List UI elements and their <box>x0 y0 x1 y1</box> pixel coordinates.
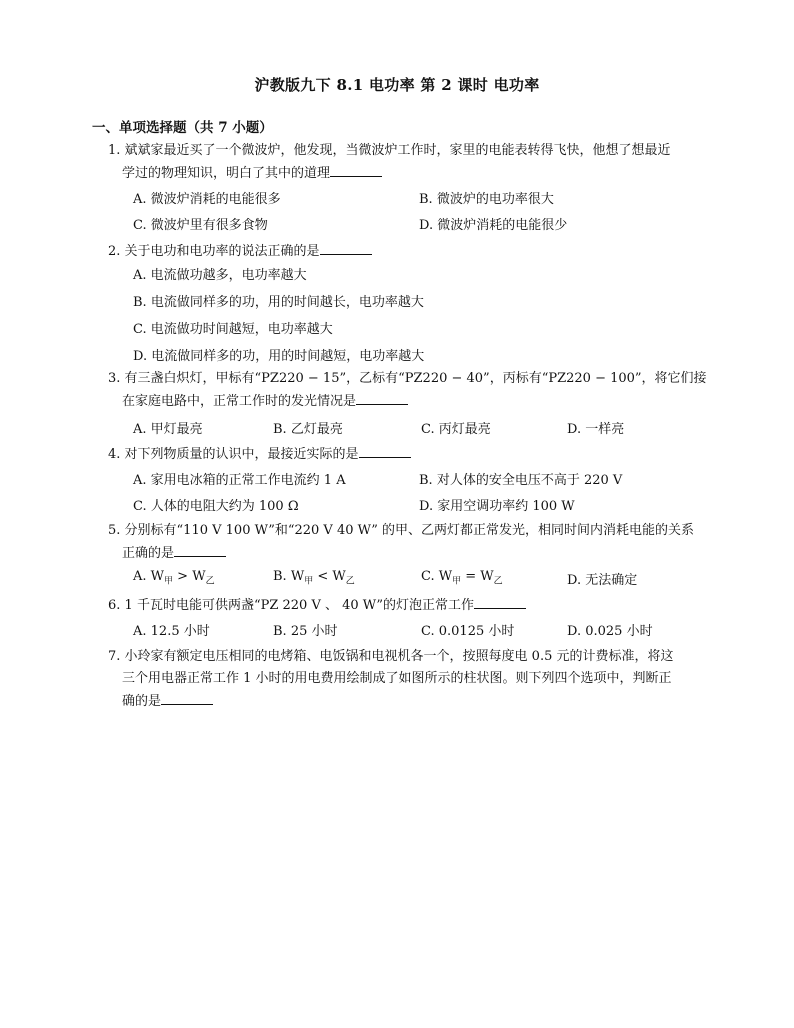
question-3-stem-line-1: 3. 有三盏白炽灯，甲标有“PZ220 − 15”，乙标有“PZ220 − 40”，丙标有“PZ220 − 100”，将它们接 <box>108 371 707 386</box>
answer-blank[interactable] <box>161 690 213 705</box>
page-title: 沪教版九下 8.1 电功率 第 2 课时 电功率 <box>254 76 540 94</box>
option-b[interactable]: B. 电流做同样多的功，用的时间越长，电功率越大 <box>133 295 424 310</box>
option-b[interactable]: B. 25 小时 <box>273 624 338 639</box>
subscript: 甲 <box>304 576 314 587</box>
option-d[interactable]: D. 一样亮 <box>567 422 625 437</box>
option-d[interactable]: D. 家用空调功率约 100 W <box>419 499 575 514</box>
option-d[interactable]: D. 微波炉消耗的电能很少 <box>419 218 568 233</box>
option-a[interactable]: A. 微波炉消耗的电能很多 <box>133 192 281 207</box>
answer-blank[interactable] <box>359 443 411 458</box>
question-6 <box>108 594 708 617</box>
option-b[interactable]: B. 乙灯最亮 <box>273 422 343 437</box>
question-7-stem-line-2: 三个用电器正常工作 1 小时的用电费用绘制成了如图所示的柱状图。则下列四个选项中，判断正 <box>122 671 672 686</box>
option-c[interactable] <box>421 569 503 587</box>
question-4 <box>108 443 708 466</box>
question-1-stem-line-1: 1. 斌斌家最近买了一个微波炉，他发现，当微波炉工作时，家里的电能表转得飞快，他想了想最近 <box>108 143 671 158</box>
option-d[interactable]: D. 电流做同样多的功，用的时间越短，电功率越大 <box>133 349 425 364</box>
answer-blank[interactable] <box>320 240 372 255</box>
option-c[interactable]: C. 人体的电阻大约为 100 Ω <box>133 499 299 514</box>
question-1-stem-text: 学过的物理知识，明白了其中的道理 <box>122 166 331 181</box>
question-3 <box>108 368 708 413</box>
question-5 <box>108 520 708 565</box>
subscript: 乙 <box>345 576 355 587</box>
answer-blank[interactable] <box>174 542 226 557</box>
option-c[interactable]: C. 电流做功时间越短，电功率越大 <box>133 322 333 337</box>
question-4-stem-text: 4. 对下列物质量的认识中，最接近实际的是 <box>108 447 359 462</box>
question-3-stem-line-2 <box>108 390 708 413</box>
option-a[interactable]: A. 12.5 小时 <box>133 624 210 639</box>
question-6-stem-text: 6. 1 千瓦时电能可供两盏“PZ 220 V 、 40 W”的灯泡正常工作 <box>108 598 475 613</box>
question-1-stem-line-2 <box>108 162 708 185</box>
subscript: 乙 <box>493 576 503 587</box>
option-c-text: C. W <box>421 569 453 584</box>
option-a-text: A. W <box>133 569 165 584</box>
question-5-stem-line-2 <box>108 542 708 565</box>
option-b[interactable] <box>273 569 355 587</box>
question-7-stem-text: 确的是 <box>122 694 162 709</box>
question-7 <box>108 646 708 713</box>
question-2-stem-text: 2. 关于电功和电功率的说法正确的是 <box>108 244 320 259</box>
answer-blank[interactable] <box>474 594 526 609</box>
option-b[interactable]: B. 对人体的安全电压不高于 220 V <box>419 473 623 488</box>
question-7-stem-line-1: 7. 小玲家有额定电压相同的电烤箱、电饭锅和电视机各一个，按照每度电 0.5 元的计费标准，将这 <box>108 649 674 664</box>
question-7-stem-line-3 <box>108 690 708 713</box>
option-b-text: < W <box>313 569 346 584</box>
option-a-text: > W <box>173 569 206 584</box>
subscript: 乙 <box>205 576 215 587</box>
option-c[interactable]: C. 微波炉里有很多食物 <box>133 218 268 233</box>
question-1 <box>108 140 708 185</box>
question-6-stem <box>108 594 708 617</box>
answer-blank[interactable] <box>356 390 408 405</box>
question-4-stem <box>108 443 708 466</box>
option-c-text: = W <box>461 569 494 584</box>
option-c[interactable]: C. 丙灯最亮 <box>421 422 491 437</box>
option-a[interactable]: A. 电流做功越多，电功率越大 <box>133 268 307 283</box>
option-d[interactable]: D. 0.025 小时 <box>567 624 653 639</box>
question-2-stem <box>108 240 708 263</box>
option-d[interactable]: D. 无法确定 <box>567 573 638 588</box>
option-c[interactable]: C. 0.0125 小时 <box>421 624 515 639</box>
answer-blank[interactable] <box>330 162 382 177</box>
option-a[interactable]: A. 家用电冰箱的正常工作电流约 1 A <box>133 473 346 488</box>
option-b[interactable]: B. 微波炉的电功率很大 <box>419 192 554 207</box>
question-3-stem-text: 在家庭电路中，正常工作时的发光情况是 <box>122 394 357 409</box>
option-a[interactable]: A. 甲灯最亮 <box>133 422 203 437</box>
question-5-stem-line-1: 5. 分别标有“110 V 100 W”和“220 V 40 W” 的甲、乙两灯都正常发光，相同时间内消耗电能的关系 <box>108 523 695 538</box>
section-heading: 一、单项选择题（共 7 小题） <box>92 120 273 136</box>
option-b-text: B. W <box>273 569 305 584</box>
question-5-stem-text: 正确的是 <box>122 546 175 561</box>
option-a[interactable] <box>133 569 215 587</box>
question-2 <box>108 240 708 263</box>
subscript: 甲 <box>452 576 462 587</box>
subscript: 甲 <box>164 576 174 587</box>
